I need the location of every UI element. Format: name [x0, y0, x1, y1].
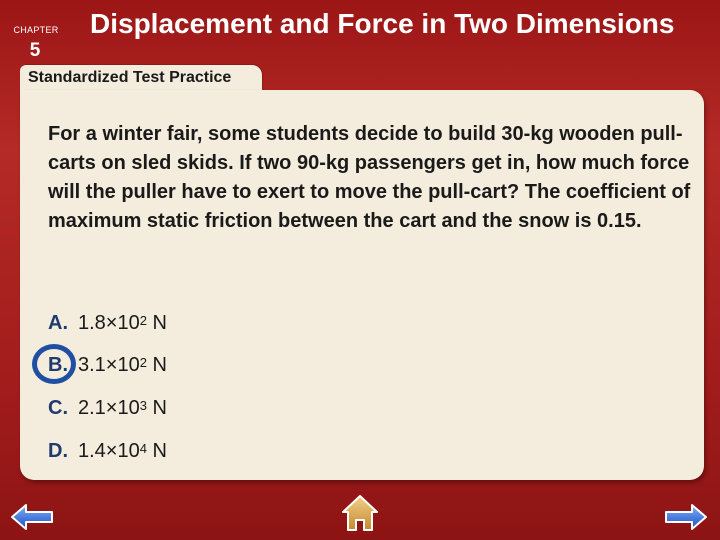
page-title: Displacement and Force in Two Dimensions	[90, 8, 675, 39]
choice-unit: N	[152, 439, 167, 462]
answer-choice-c[interactable]: C. 2.1×10 $^3$ N	[48, 396, 167, 419]
choice-letter: C.	[48, 396, 68, 419]
choice-unit: N	[152, 311, 167, 334]
choice-unit: N	[152, 396, 167, 419]
section-title: Standardized Test Practice	[28, 69, 232, 86]
left-arrow-icon	[10, 503, 54, 531]
section-tab	[20, 65, 262, 90]
next-button[interactable]	[664, 503, 708, 536]
home-icon	[340, 493, 380, 533]
choice-mantissa: 1.8×10	[78, 311, 140, 334]
choice-unit: N	[152, 353, 167, 376]
chapter-label: CHAPTER	[13, 25, 59, 35]
question-panel	[20, 90, 704, 480]
chapter-number: 5	[29, 40, 41, 61]
right-arrow-icon	[664, 503, 708, 531]
answer-choice-d[interactable]: D. 1.4×10 $^4$ N	[48, 439, 167, 462]
answer-choice-a[interactable]: A. 1.8×10 $^2$ N	[48, 311, 167, 334]
choice-mantissa: 2.1×10	[78, 396, 140, 419]
choice-mantissa: 1.4×10	[78, 439, 140, 462]
choice-letter: D.	[48, 439, 68, 462]
selected-answer-ring	[32, 344, 76, 384]
back-button[interactable]	[10, 503, 54, 536]
question-text: For a winter fair, some students decide to build 30-kg wooden pull-carts on sled skids. If two 90-kg passengers get in, how much force will the puller have to exert to move the pull-cart? The coefficient of maximum static friction between the cart and the snow is 0.15.	[48, 123, 691, 232]
choice-letter: B.	[48, 353, 68, 376]
answer-choice-b[interactable]: B. 3.1×10 $^2$ N	[48, 350, 167, 380]
choice-mantissa: 3.1×10	[78, 353, 140, 376]
home-button[interactable]	[340, 493, 380, 538]
choice-letter: A.	[48, 311, 68, 334]
